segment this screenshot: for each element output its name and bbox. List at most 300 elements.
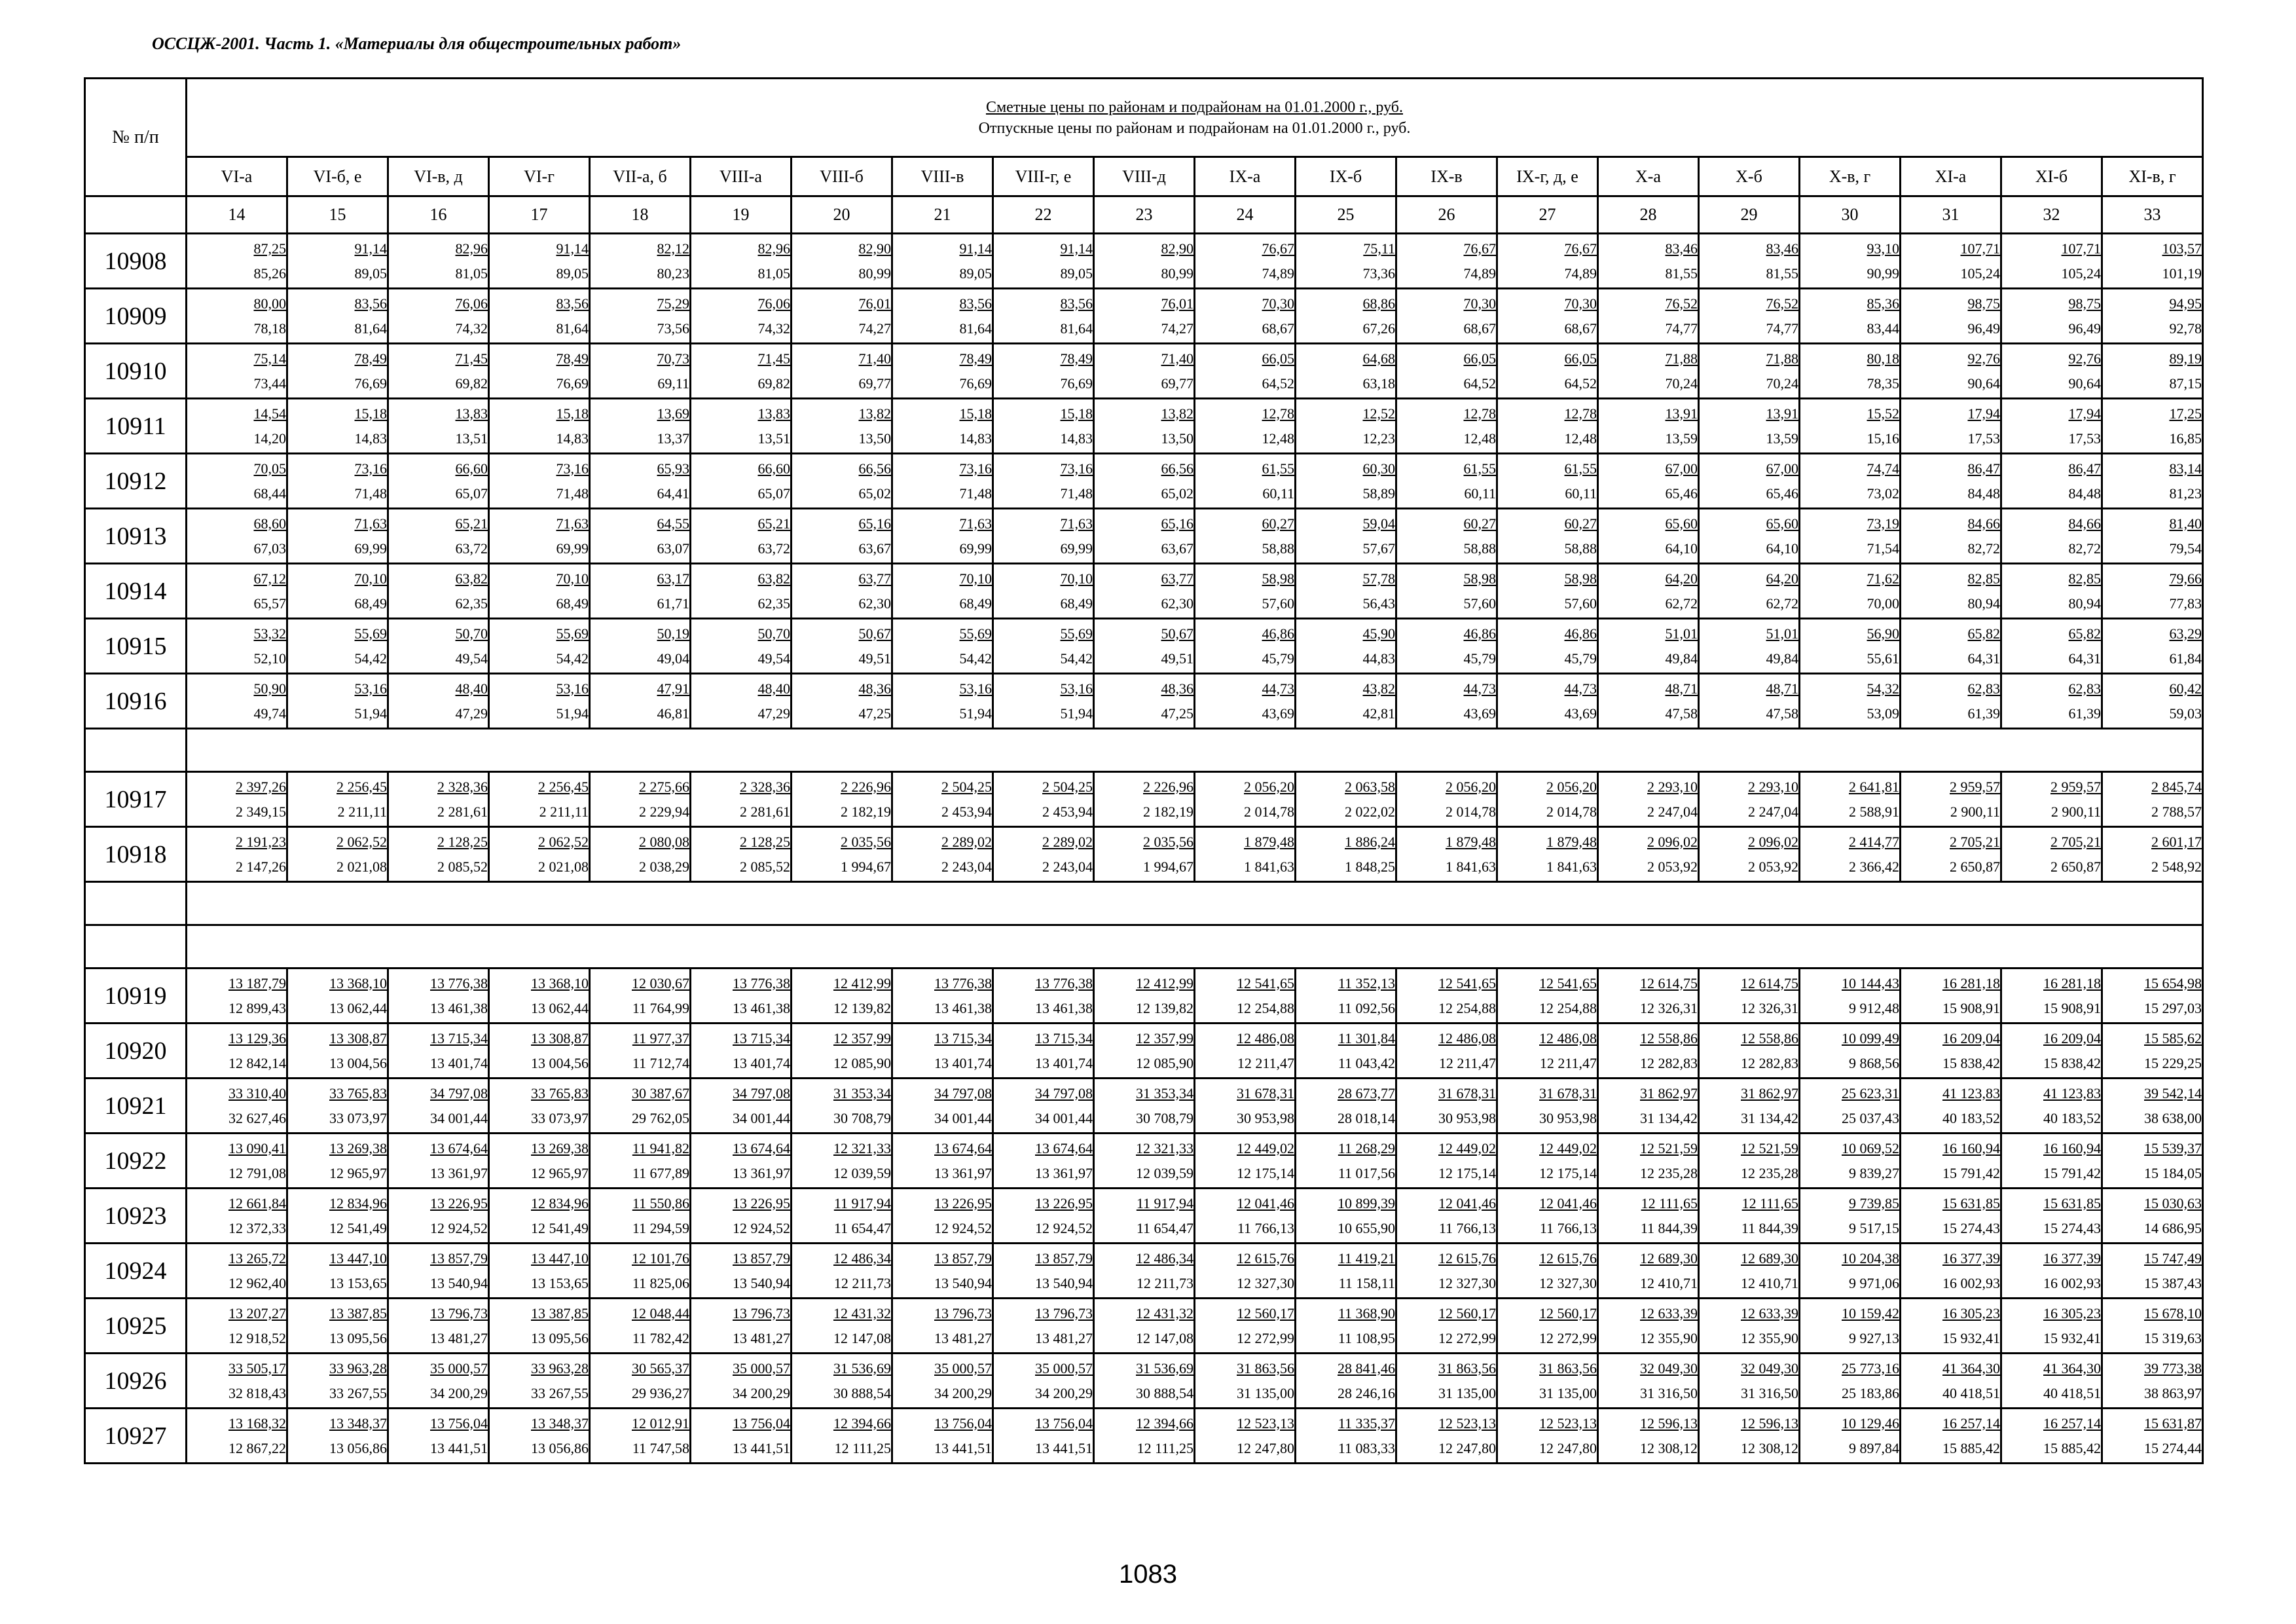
price-cell [1901, 454, 2001, 509]
release-price: 12 924,52 [934, 1219, 992, 1236]
price-cell [187, 619, 287, 674]
estimate-price-line [288, 456, 387, 481]
release-price: 47,58 [1665, 705, 1698, 722]
estimate-price: 53,16 [354, 680, 387, 697]
estimate-price-line [1195, 1411, 1294, 1436]
estimate-price-line [1700, 1136, 1798, 1161]
estimate-price: 2 056,20 [1446, 778, 1496, 795]
estimate-price: 2 959,57 [2050, 778, 2101, 795]
price-cell [1094, 772, 1195, 827]
estimate-price: 76,06 [757, 295, 790, 312]
estimate-price-line [2103, 971, 2202, 996]
release-price: 69,99 [354, 540, 387, 557]
estimate-price-line [994, 1301, 1093, 1326]
estimate-price-line [994, 971, 1093, 996]
estimate-price: 63,82 [757, 570, 790, 587]
estimate-price-line [591, 236, 689, 261]
release-price: 54,42 [959, 650, 992, 667]
price-cell [1396, 234, 1497, 289]
estimate-price: 51,01 [1665, 625, 1698, 642]
price-cell [489, 1189, 590, 1244]
estimate-price-line [1800, 1246, 1899, 1271]
estimate-price-line [1599, 1191, 1698, 1216]
price-cell [287, 619, 388, 674]
item-code: 10925 [85, 1299, 187, 1354]
estimate-price: 2 705,21 [1950, 833, 2000, 850]
price-cell [1598, 1024, 1699, 1079]
estimate-price: 35 000,57 [430, 1359, 488, 1376]
release-price: 78,35 [1867, 375, 1899, 392]
release-price: 12 899,43 [228, 999, 286, 1016]
release-price: 59,03 [2169, 705, 2202, 722]
estimate-price: 71,45 [455, 350, 488, 367]
estimate-price: 31 353,34 [833, 1084, 891, 1101]
estimate-price: 11 352,13 [1338, 974, 1395, 991]
price-cell [2001, 564, 2102, 619]
price-cell [1699, 1299, 1800, 1354]
estimate-price-line [1397, 775, 1496, 800]
estimate-price: 13 090,41 [228, 1139, 286, 1156]
estimate-price: 98,75 [2068, 295, 2101, 312]
estimate-price-line [1296, 830, 1395, 855]
estimate-price-line [2002, 1246, 2101, 1271]
estimate-price: 94,95 [2169, 295, 2202, 312]
estimate-price-line [1397, 1301, 1496, 1326]
estimate-price: 12 560,17 [1438, 1304, 1496, 1321]
release-price: 11 017,56 [1338, 1164, 1395, 1181]
estimate-price-line [893, 456, 992, 481]
estimate-price-line [1599, 401, 1698, 426]
release-price: 11 092,56 [1338, 999, 1395, 1016]
release-price: 61,39 [2068, 705, 2101, 722]
estimate-price: 50,90 [253, 680, 286, 697]
table-row [85, 1244, 2203, 1299]
price-cell [1195, 1244, 1296, 1299]
price-cell [2102, 564, 2203, 619]
release-price: 2 014,78 [1546, 803, 1597, 820]
estimate-price: 12 321,33 [833, 1139, 891, 1156]
price-cell [993, 969, 1094, 1024]
price-cell [993, 1024, 1094, 1079]
price-cell [1699, 827, 1800, 882]
release-price: 55,61 [1867, 650, 1899, 667]
estimate-price: 48,40 [455, 680, 488, 697]
release-price: 12 791,08 [228, 1164, 286, 1181]
estimate-price: 50,67 [1161, 625, 1194, 642]
release-price: 12 372,33 [228, 1219, 286, 1236]
estimate-price-line [994, 566, 1093, 591]
estimate-price-line [893, 346, 992, 371]
separator-cell [85, 729, 187, 772]
estimate-price: 59,04 [1362, 515, 1395, 532]
release-price: 31 135,00 [1539, 1384, 1597, 1401]
estimate-price-line [2002, 1026, 2101, 1051]
estimate-price: 55,69 [354, 625, 387, 642]
estimate-price: 91,14 [556, 240, 589, 257]
estimate-price: 12 048,44 [632, 1304, 689, 1321]
estimate-price-line [2103, 456, 2202, 481]
price-cell [1195, 344, 1296, 399]
estimate-price: 12 541,65 [1438, 974, 1496, 991]
release-price: 61,84 [2169, 650, 2202, 667]
column-number: 25 [1296, 196, 1396, 234]
release-price: 2 243,04 [1042, 858, 1093, 875]
release-price: 12 247,80 [1237, 1439, 1294, 1456]
estimate-price: 74,74 [1867, 460, 1899, 477]
estimate-price: 33 765,83 [531, 1084, 589, 1101]
price-cell [1497, 289, 1598, 344]
release-price: 81,64 [354, 320, 387, 337]
release-price: 2 247,04 [1647, 803, 1698, 820]
estimate-price: 82,96 [455, 240, 488, 257]
estimate-price: 50,70 [455, 625, 488, 642]
release-price: 13 461,38 [1035, 999, 1093, 1016]
estimate-price: 76,67 [1262, 240, 1294, 257]
price-cell [1296, 1134, 1396, 1189]
release-price: 11 825,06 [632, 1274, 689, 1291]
price-cell [1699, 289, 1800, 344]
price-cell [1598, 674, 1699, 729]
estimate-price: 92,76 [1967, 350, 2000, 367]
release-price: 11 677,89 [632, 1164, 689, 1181]
price-cell [388, 1024, 489, 1079]
estimate-price: 2 959,57 [1950, 778, 2000, 795]
estimate-price: 34 797,08 [733, 1084, 790, 1101]
estimate-price: 13 348,37 [531, 1414, 589, 1431]
table-row [85, 289, 2203, 344]
release-price: 58,88 [1262, 540, 1294, 557]
release-price: 15 274,44 [2144, 1439, 2202, 1456]
release-price: 43,69 [1463, 705, 1496, 722]
estimate-price: 75,11 [1363, 240, 1395, 257]
estimate-price-line [389, 1026, 488, 1051]
price-cell [1296, 1189, 1396, 1244]
price-cell [1497, 344, 1598, 399]
estimate-price: 76,67 [1463, 240, 1496, 257]
separator-cell [187, 882, 2203, 925]
estimate-price: 15,18 [1060, 405, 1093, 422]
estimate-price: 12 558,86 [1640, 1029, 1698, 1046]
estimate-price-line [1800, 346, 1899, 371]
price-cell [2102, 674, 2203, 729]
estimate-price-line [1700, 346, 1798, 371]
release-price: 11 747,58 [632, 1439, 689, 1456]
price-cell [1094, 674, 1195, 729]
estimate-price-line [994, 1356, 1093, 1381]
estimate-price: 16 160,94 [2043, 1139, 2101, 1156]
estimate-price-line [792, 830, 891, 855]
estimate-price-line [1700, 511, 1798, 536]
price-cell [388, 674, 489, 729]
item-code: 10919 [85, 969, 187, 1024]
release-price: 63,67 [1161, 540, 1194, 557]
estimate-price: 13 756,04 [934, 1414, 992, 1431]
estimate-price-line [1599, 291, 1698, 316]
release-price: 13 062,44 [531, 999, 589, 1016]
price-cell [993, 619, 1094, 674]
release-price: 12 965,97 [531, 1164, 589, 1181]
release-price: 9 971,06 [1849, 1274, 1899, 1291]
estimate-price: 10 159,42 [1842, 1304, 1899, 1321]
release-price: 45,79 [1564, 650, 1597, 667]
estimate-price: 2 256,45 [538, 778, 589, 795]
release-price: 12 355,90 [1640, 1329, 1698, 1346]
estimate-price-line [389, 1136, 488, 1161]
price-cell [2102, 969, 2203, 1024]
price-cell [1296, 454, 1396, 509]
estimate-price: 48,71 [1766, 680, 1798, 697]
estimate-price: 13,83 [455, 405, 488, 422]
estimate-price-line [1700, 236, 1798, 261]
table-row [85, 454, 2203, 509]
estimate-price-line [591, 511, 689, 536]
estimate-price-line [389, 676, 488, 701]
estimate-price: 70,30 [1463, 295, 1496, 312]
price-cell [2102, 1024, 2203, 1079]
item-code: 10921 [85, 1079, 187, 1134]
price-cell [1598, 399, 1699, 454]
estimate-price-line [1800, 676, 1899, 701]
estimate-price-line [1397, 1081, 1496, 1106]
price-cell [1800, 564, 1901, 619]
estimate-price: 65,82 [2068, 625, 2101, 642]
release-price: 9 912,48 [1849, 999, 1899, 1016]
estimate-price: 103,57 [2162, 240, 2202, 257]
item-code: 10916 [85, 674, 187, 729]
release-price: 13 056,86 [531, 1439, 589, 1456]
release-price: 51,94 [1060, 705, 1093, 722]
estimate-price: 82,90 [858, 240, 891, 257]
estimate-price-line [1296, 511, 1395, 536]
estimate-price: 13,91 [1665, 405, 1698, 422]
estimate-price: 12,78 [1463, 405, 1496, 422]
estimate-price-line [1498, 676, 1597, 701]
column-number-row [85, 196, 2203, 234]
release-price: 49,74 [253, 705, 286, 722]
estimate-price-line [1195, 1136, 1294, 1161]
estimate-price-line [2002, 676, 2101, 701]
estimate-price-line [1800, 291, 1899, 316]
release-price: 81,55 [1766, 265, 1798, 282]
price-cell [1901, 564, 2001, 619]
estimate-price: 15 585,62 [2144, 1029, 2202, 1046]
estimate-price-line [792, 1136, 891, 1161]
price-cell [590, 564, 691, 619]
price-cell [1497, 1134, 1598, 1189]
price-cell [1195, 399, 1296, 454]
estimate-price: 71,63 [556, 515, 589, 532]
region-header: VIII-в [892, 157, 993, 196]
estimate-price-line [792, 566, 891, 591]
estimate-price: 34 797,08 [430, 1084, 488, 1101]
estimate-price-line [893, 1246, 992, 1271]
estimate-price-line [691, 346, 790, 371]
price-cell [489, 969, 590, 1024]
release-price: 11 083,33 [1338, 1439, 1395, 1456]
price-cell [1901, 1024, 2001, 1079]
price-cell [1396, 772, 1497, 827]
release-price: 82,72 [1967, 540, 2000, 557]
estimate-price-line [2103, 511, 2202, 536]
release-price: 12 111,25 [1137, 1439, 1194, 1456]
release-price: 30 953,98 [1237, 1109, 1294, 1126]
estimate-price-line [490, 456, 589, 481]
estimate-price-line [288, 346, 387, 371]
price-cell [1195, 1134, 1296, 1189]
price-cell [1598, 1354, 1699, 1409]
price-cell [892, 344, 993, 399]
price-cell [1598, 619, 1699, 674]
estimate-price: 12 614,75 [1741, 974, 1798, 991]
release-price: 38 638,00 [2144, 1109, 2202, 1126]
price-cell [590, 454, 691, 509]
release-price: 101,19 [2162, 265, 2202, 282]
price-cell [1296, 1079, 1396, 1134]
price-cell [1296, 827, 1396, 882]
price-cell [691, 289, 792, 344]
estimate-price-line [187, 1301, 286, 1326]
estimate-price-line [591, 1301, 689, 1326]
estimate-price: 76,52 [1766, 295, 1798, 312]
estimate-price: 71,88 [1766, 350, 1798, 367]
estimate-price-line [591, 346, 689, 371]
estimate-price-line [1700, 401, 1798, 426]
price-cell [691, 1299, 792, 1354]
separator-cell [187, 729, 2203, 772]
estimate-price: 10 899,39 [1338, 1194, 1395, 1211]
estimate-price: 78,49 [556, 350, 589, 367]
separator-cell [85, 925, 187, 969]
release-price: 16,85 [2169, 430, 2202, 447]
estimate-price: 73,16 [354, 460, 387, 477]
price-cell [892, 674, 993, 729]
estimate-price-line [691, 621, 790, 646]
release-price: 49,84 [1766, 650, 1798, 667]
estimate-price-line [2002, 775, 2101, 800]
price-cell [2001, 772, 2102, 827]
price-cell [287, 289, 388, 344]
estimate-price: 12,78 [1564, 405, 1597, 422]
estimate-price-line [994, 346, 1093, 371]
release-price: 62,30 [1161, 595, 1194, 612]
region-header-row [85, 157, 2203, 196]
release-price: 64,31 [2068, 650, 2101, 667]
price-cell [792, 289, 892, 344]
estimate-price: 63,77 [1161, 570, 1194, 587]
release-price: 65,46 [1665, 485, 1698, 502]
estimate-price-line [1901, 346, 2000, 371]
estimate-price-line [1095, 1081, 1194, 1106]
price-cell [187, 674, 287, 729]
release-price: 2 021,08 [337, 858, 387, 875]
release-price: 25 037,43 [1842, 1109, 1899, 1126]
release-price: 12 410,71 [1640, 1274, 1698, 1291]
estimate-price: 55,69 [1060, 625, 1093, 642]
estimate-price: 2 293,10 [1748, 778, 1798, 795]
price-cell [792, 509, 892, 564]
estimate-price-line [691, 830, 790, 855]
estimate-price: 13 776,38 [430, 974, 488, 991]
price-cell [1296, 674, 1396, 729]
release-price: 12 247,80 [1539, 1439, 1597, 1456]
price-cell [1296, 234, 1396, 289]
release-price: 15 229,25 [2144, 1054, 2202, 1071]
estimate-price-line [1397, 346, 1496, 371]
estimate-price-line [187, 1411, 286, 1436]
price-cell [287, 827, 388, 882]
release-price: 77,83 [2169, 595, 2202, 612]
price-cell [993, 1134, 1094, 1189]
price-cell [388, 1354, 489, 1409]
estimate-price: 30 565,37 [632, 1359, 689, 1376]
release-price: 12 111,25 [834, 1439, 891, 1456]
price-cell [1195, 289, 1296, 344]
price-cell [2102, 399, 2203, 454]
estimate-price-line [1095, 1191, 1194, 1216]
price-cell [489, 234, 590, 289]
release-price: 11 158,11 [1338, 1274, 1395, 1291]
estimate-price: 15,18 [556, 405, 589, 422]
estimate-price-line [288, 830, 387, 855]
estimate-price-line [1800, 1356, 1899, 1381]
price-cell [590, 1299, 691, 1354]
estimate-price: 16 209,04 [1942, 1029, 2000, 1046]
estimate-price-line [1397, 291, 1496, 316]
estimate-price: 2 256,45 [337, 778, 387, 795]
estimate-price: 71,63 [1060, 515, 1093, 532]
estimate-price: 82,85 [2068, 570, 2101, 587]
price-cell [691, 1024, 792, 1079]
release-price: 45,79 [1463, 650, 1496, 667]
estimate-price-line [691, 511, 790, 536]
table-row [85, 1354, 2203, 1409]
release-price: 9 839,27 [1849, 1164, 1899, 1181]
estimate-price: 11 268,29 [1338, 1139, 1395, 1156]
estimate-price: 50,67 [858, 625, 891, 642]
price-cell [489, 772, 590, 827]
estimate-price-line [490, 1191, 589, 1216]
estimate-price-line [288, 1191, 387, 1216]
estimate-price: 64,20 [1665, 570, 1698, 587]
table-row [85, 399, 2203, 454]
price-cell [1094, 399, 1195, 454]
estimate-price: 13 715,34 [430, 1029, 488, 1046]
price-cell [1598, 1189, 1699, 1244]
estimate-price-line [1296, 401, 1395, 426]
table-row [85, 827, 2203, 882]
estimate-price: 11 977,37 [632, 1029, 689, 1046]
release-price: 14,83 [556, 430, 589, 447]
release-price: 74,89 [1262, 265, 1294, 282]
estimate-price-line [691, 1411, 790, 1436]
price-cell [1396, 509, 1497, 564]
estimate-price-line [1498, 236, 1597, 261]
price-cell [2102, 1354, 2203, 1409]
price-cell [1800, 1354, 1901, 1409]
price-cell [1497, 509, 1598, 564]
estimate-price: 13 796,73 [430, 1304, 488, 1321]
estimate-price-line [490, 775, 589, 800]
release-price: 12 924,52 [430, 1219, 488, 1236]
estimate-price-line [792, 1301, 891, 1326]
release-price: 60,11 [1464, 485, 1496, 502]
price-cell [1396, 454, 1497, 509]
estimate-price-line [1901, 1026, 2000, 1051]
estimate-price: 28 673,77 [1338, 1084, 1395, 1101]
estimate-price: 78,49 [959, 350, 992, 367]
estimate-price-line [1599, 1411, 1698, 1436]
estimate-price: 63,82 [455, 570, 488, 587]
